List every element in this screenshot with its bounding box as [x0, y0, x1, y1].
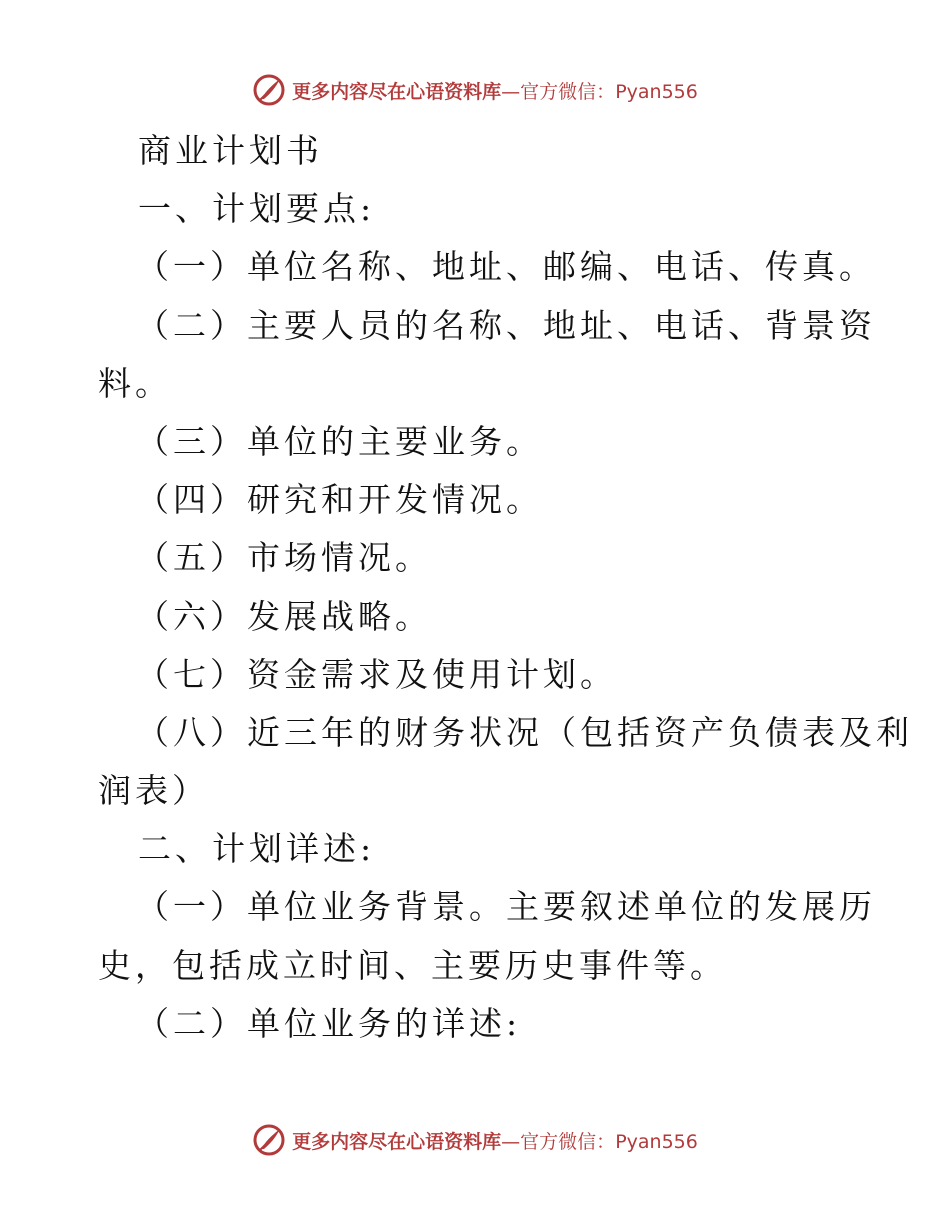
banner-wechat-id: Pyan556 [615, 80, 698, 103]
text-line: （五）市场情况。 [136, 538, 432, 578]
text-line: 润表） [98, 771, 209, 811]
header-watermark-banner [0, 70, 950, 110]
text-line: （二）主要人员的名称、地址、电话、背景资 [136, 305, 876, 345]
text-line: （四）研究和开发情况。 [136, 480, 543, 520]
text-line: 史，包括成立时间、主要历史事件等。 [98, 945, 727, 985]
text-line: （八）近三年的财务状况（包括资产负债表及利 [136, 712, 913, 752]
banner-dash: — [501, 80, 521, 103]
section-heading-2: 二、计划详述: [138, 829, 376, 869]
banner-wechat-label: 官方微信： [520, 80, 616, 103]
text-line: （一）单位业务背景。主要叙述单位的发展历 [136, 887, 876, 927]
quill-logo-icon [252, 73, 286, 107]
text-line: 料。 [98, 363, 172, 403]
banner-main-text: 更多内容尽在心语资料库 [292, 80, 502, 103]
document-body [98, 122, 913, 1053]
banner-text [292, 1127, 698, 1154]
text-line: （七）资金需求及使用计划。 [136, 654, 617, 694]
footer-watermark-banner [0, 1120, 950, 1160]
banner-text [292, 77, 698, 104]
banner-wechat-id: Pyan556 [615, 1130, 698, 1153]
banner-main-text: 更多内容尽在心语资料库 [292, 1130, 502, 1153]
text-line: （三）单位的主要业务。 [136, 421, 543, 461]
banner-wechat-label: 官方微信： [520, 1130, 616, 1153]
doc-title: 商业计划书 [138, 131, 323, 170]
text-line: （一）单位名称、地址、邮编、电话、传真。 [136, 247, 876, 287]
quill-logo-icon [252, 1123, 286, 1157]
text-line: （二）单位业务的详述: [136, 1003, 522, 1043]
text-line: （六）发展战略。 [136, 596, 432, 636]
section-heading-1: 一、计划要点: [138, 189, 376, 229]
banner-dash: — [501, 1130, 521, 1153]
